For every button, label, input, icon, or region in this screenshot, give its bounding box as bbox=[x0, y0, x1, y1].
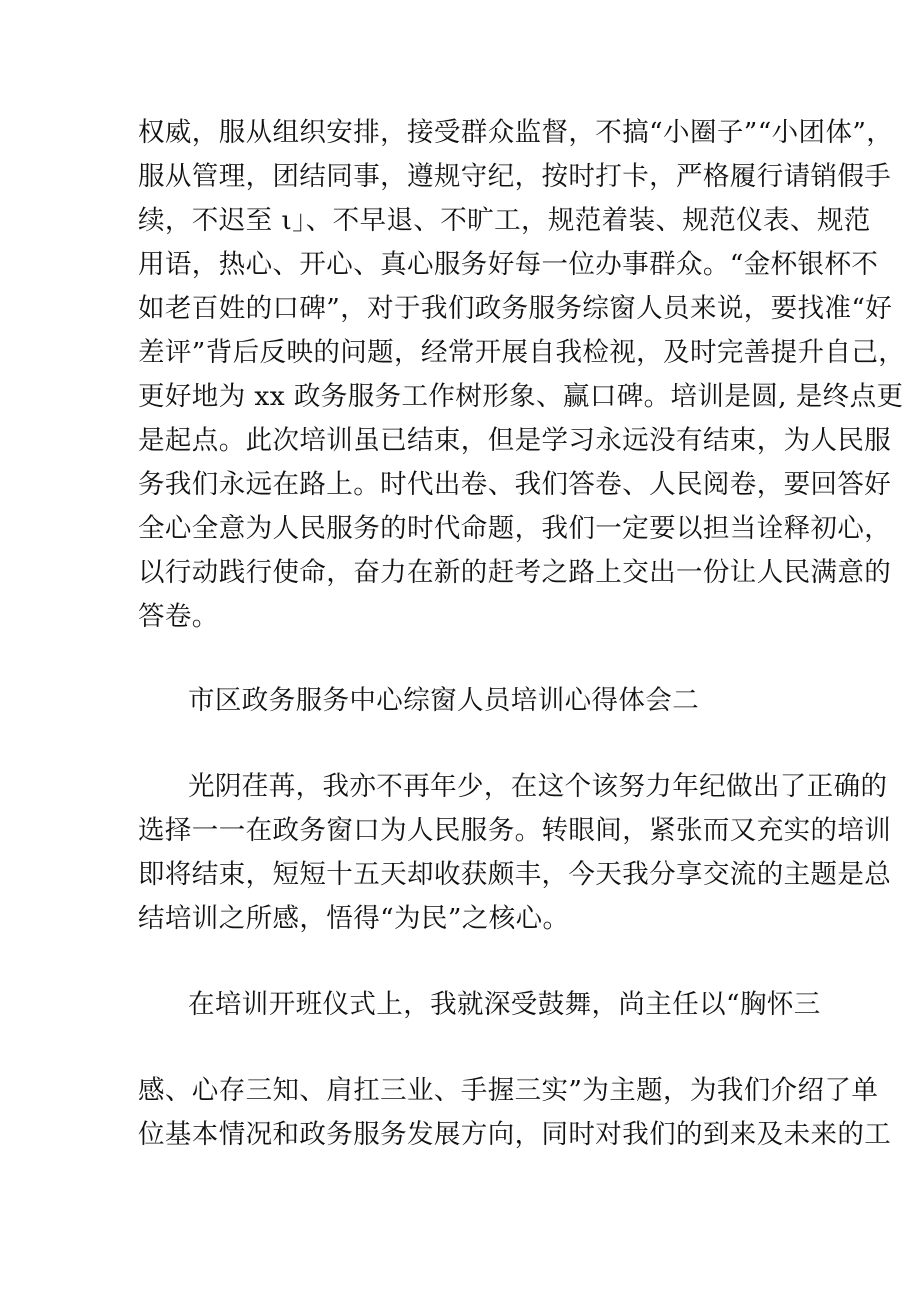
text-line: 权威，服从组织安排，接受群众监督，不搞“小圈子”“小团体”， bbox=[138, 117, 894, 148]
section-heading: 市区政务服务中心综窗人员培训心得体会二 bbox=[188, 685, 700, 716]
text-line: 用语，热心、开心、真心服务好每一位办事群众。“金杯银杯不 bbox=[138, 249, 879, 280]
text-line: 位基本情况和政务服务发展方向，同时对我们的到来及未来的工 bbox=[138, 1119, 892, 1150]
text-line: 答卷。 bbox=[138, 601, 219, 632]
text-line: 更好地为 xx 政务服务工作树形象、赢口碑。培训是圆, 是终点更 bbox=[138, 381, 904, 412]
text-line: 感、心存三知、肩扛三业、手握三实”为主题，为我们介绍了单 bbox=[138, 1075, 879, 1106]
text-line: 是起点。此次培训虽已结束，但是学习永远没有结束，为人民服 bbox=[138, 425, 892, 456]
text-line: 在培训开班仪式上，我就深受鼓舞，尚主任以“胸怀三 bbox=[188, 989, 821, 1020]
text-line: 差评”背后反映的问题，经常开展自我检视，及时完善提升自己， bbox=[138, 337, 906, 368]
text-line: 结培训之所感，悟得“为民”之核心。 bbox=[138, 903, 570, 934]
text-line: 即将结束，短短十五天却收获颇丰，今天我分享交流的主题是总 bbox=[138, 859, 892, 890]
text-line: 如老百姓的口碑”，对于我们政务服务综窗人员来说，要找准“好 bbox=[138, 293, 893, 324]
text-line: 以行动践行使命，奋力在新的赶考之路上交出一份让人民满意的 bbox=[138, 557, 892, 588]
text-line: 续，不迟至 ι」、不早退、不旷工，规范着装、规范仪表、规范 bbox=[138, 205, 871, 236]
text-line: 全心全意为人民服务的时代命题，我们一定要以担当诠释初心， bbox=[138, 513, 892, 544]
text-line: 光阴荏苒，我亦不再年少，在这个该努力年纪做出了正确的 bbox=[188, 771, 888, 802]
text-line: 服从管理，团结同事，遵规守纪，按时打卡，严格履行请销假手 bbox=[138, 161, 892, 192]
text-line: 选择一一在政务窗口为人民服务。转眼间，紧张而又充实的培训 bbox=[138, 815, 892, 846]
text-line: 务我们永远在路上。时代出卷、我们答卷、人民阅卷，要回答好 bbox=[138, 469, 892, 500]
